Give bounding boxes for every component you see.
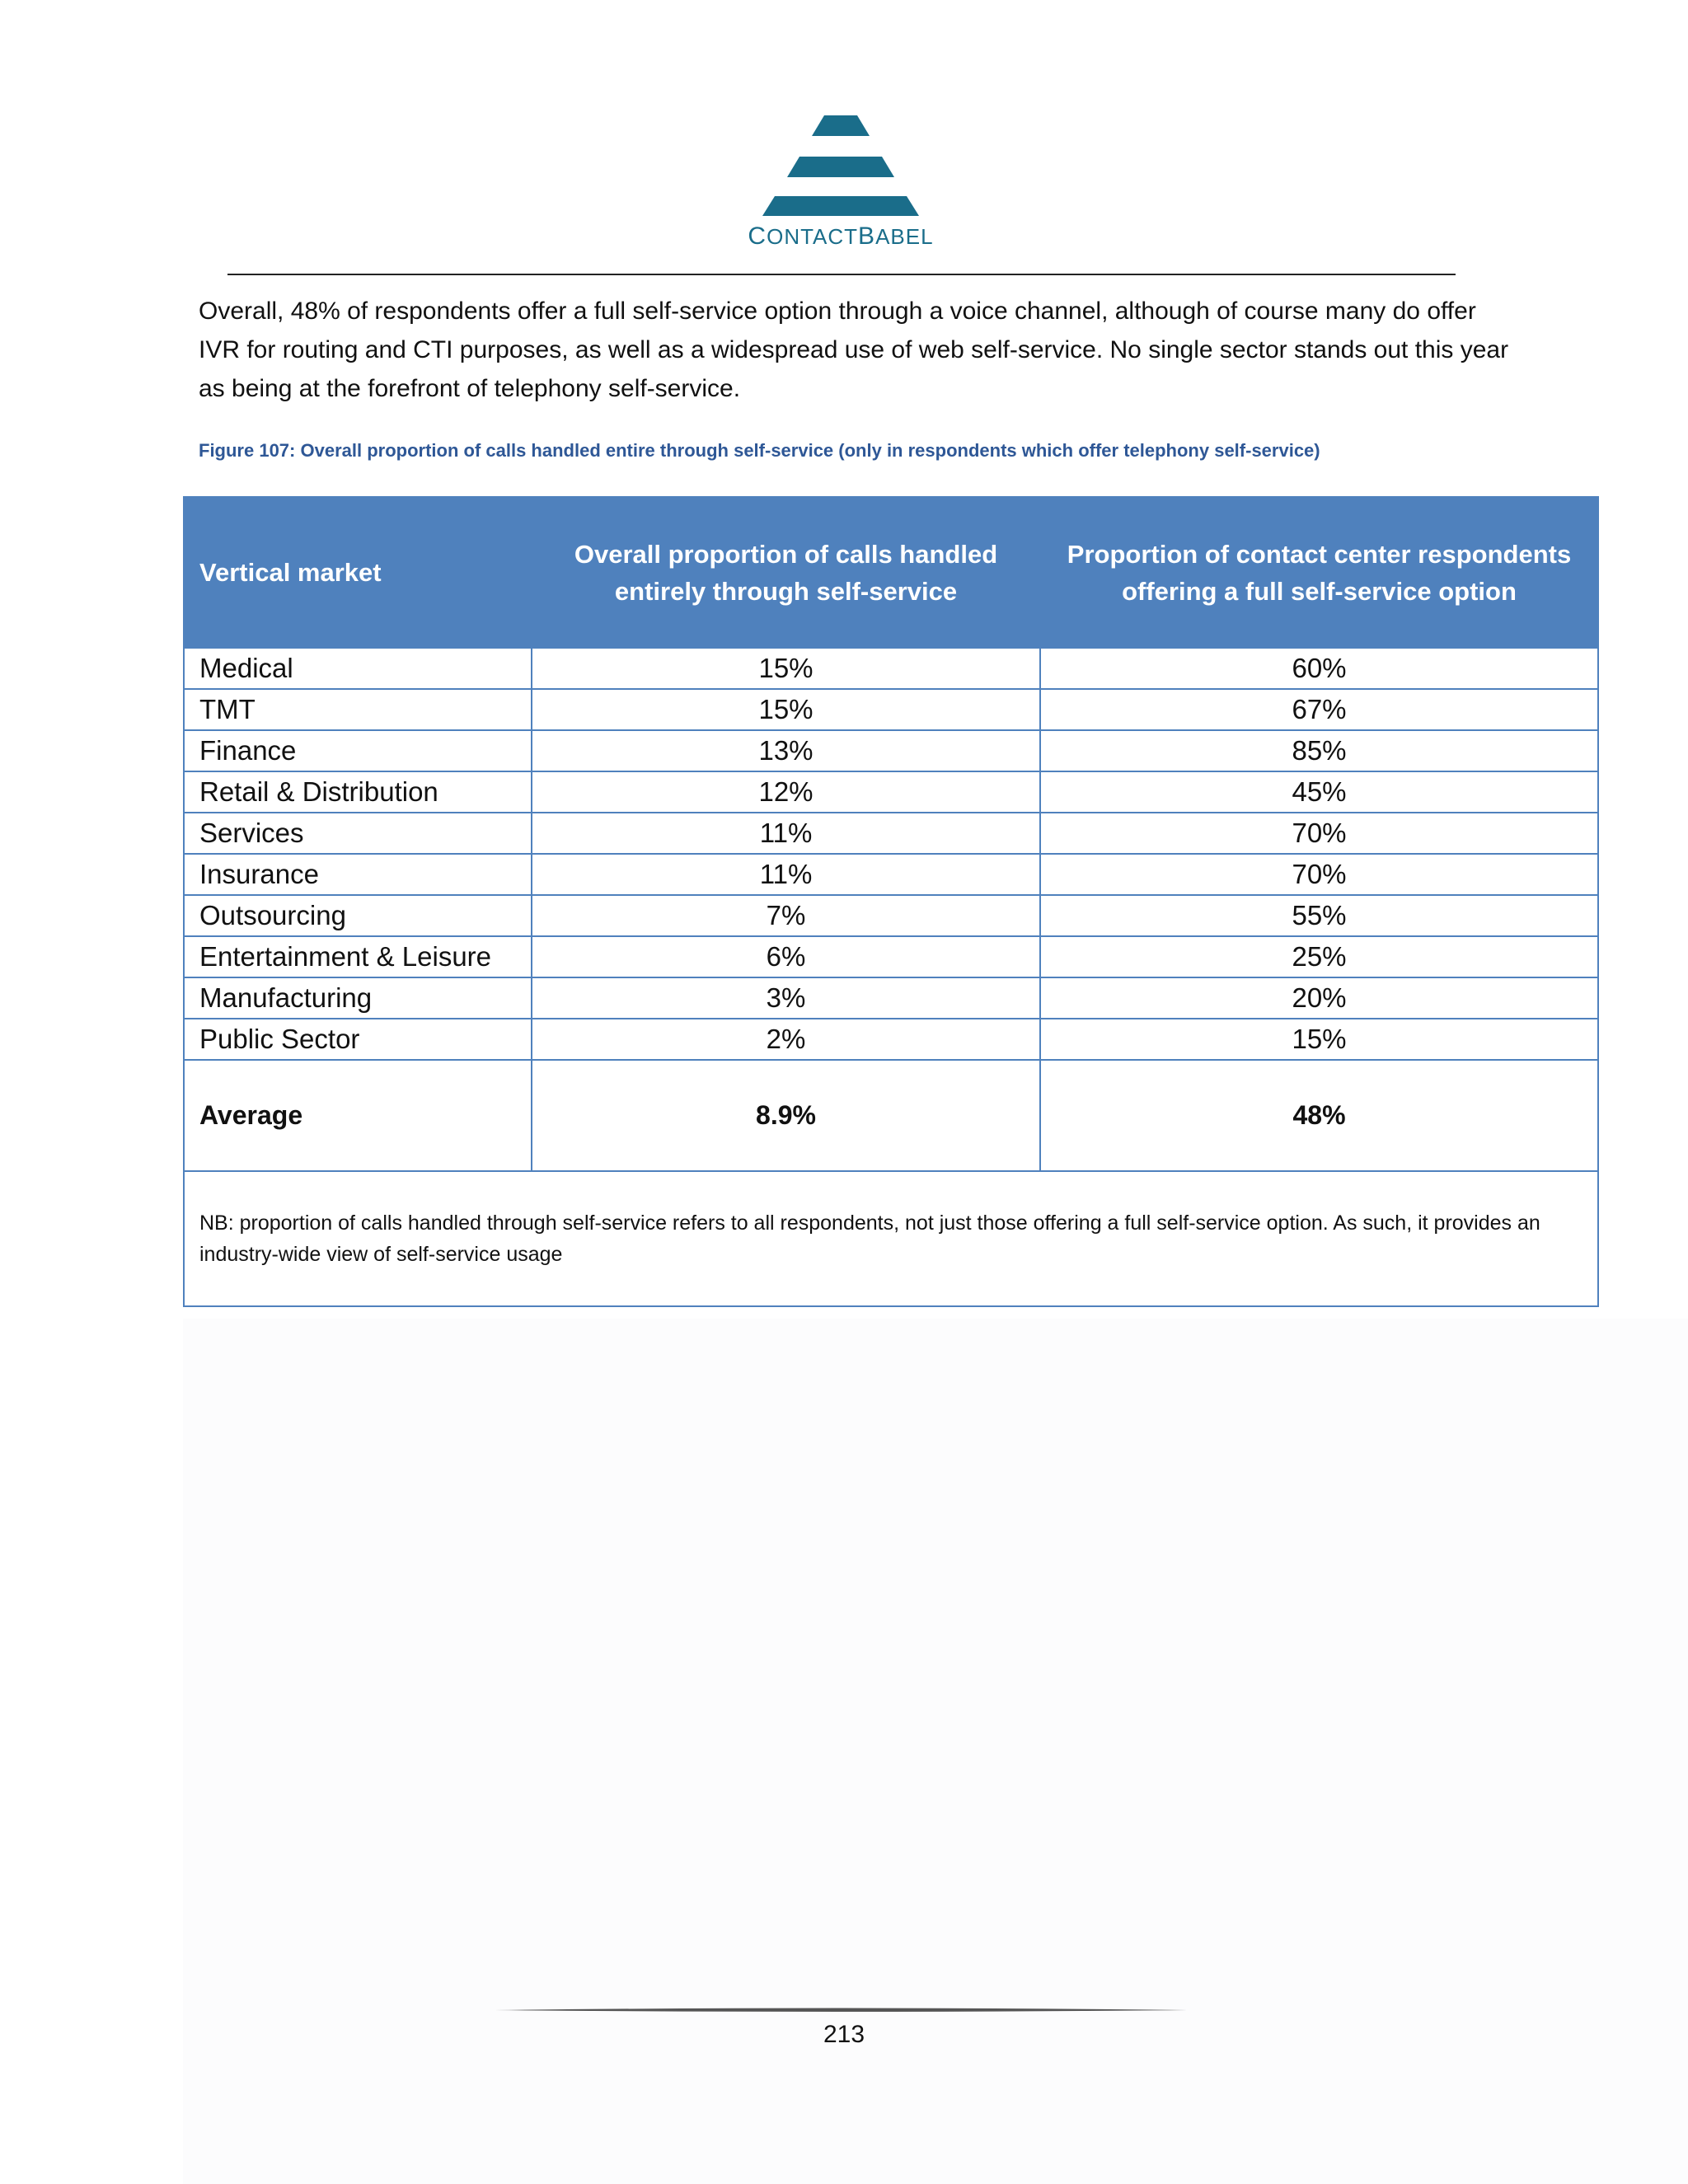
pyramid-icon <box>754 115 927 223</box>
brand-name: CONTACTBABEL <box>748 223 934 250</box>
contactbabel-logo <box>748 115 934 251</box>
table-row <box>184 1019 1598 1060</box>
full-self-service-cell: 85% <box>1040 730 1598 771</box>
calls-self-service-cell: 13% <box>532 730 1040 771</box>
full-self-service-cell: 70% <box>1040 854 1598 895</box>
calls-self-service-cell: 6% <box>532 936 1040 977</box>
calls-self-service-cell: 15% <box>532 689 1040 730</box>
full-self-service-cell: 55% <box>1040 895 1598 936</box>
calls-self-service-cell: 3% <box>532 977 1040 1019</box>
vertical-market-cell: Retail & Distribution <box>184 771 532 813</box>
footer-rule <box>495 2008 1187 2014</box>
calls-self-service-cell: 7% <box>532 895 1040 936</box>
full-self-service-cell: 25% <box>1040 936 1598 977</box>
full-self-service-cell: 67% <box>1040 689 1598 730</box>
table-row <box>184 936 1598 977</box>
vertical-market-cell: Finance <box>184 730 532 771</box>
calls-self-service-cell: 2% <box>532 1019 1040 1060</box>
page-number: 213 <box>823 2021 865 2048</box>
header-rule <box>227 274 1456 275</box>
calls-self-service-cell: 15% <box>532 648 1040 689</box>
table-row <box>184 648 1598 689</box>
table-row <box>184 689 1598 730</box>
note-row <box>184 1171 1598 1306</box>
full-self-service-cell: 45% <box>1040 771 1598 813</box>
vertical-market-cell: Outsourcing <box>184 895 532 936</box>
average-row <box>184 1060 1598 1171</box>
full-self-service-cell: 70% <box>1040 813 1598 854</box>
header-full-self-service: Proportion of contact center respondents offering a full self-service option <box>1040 497 1598 648</box>
vertical-market-cell: Medical <box>184 648 532 689</box>
figure-caption: Figure 107: Overall proportion of calls handled entire through self-service (only in respondents which offer telephony self-service) <box>199 440 1320 461</box>
average-calls-self-service: 8.9% <box>532 1060 1040 1171</box>
header-vertical-market: Vertical market <box>184 497 532 648</box>
average-label: Average <box>184 1060 532 1171</box>
vertical-market-cell: Manufacturing <box>184 977 532 1019</box>
table-row <box>184 771 1598 813</box>
average-full-self-service: 48% <box>1040 1060 1598 1171</box>
vertical-market-cell: Insurance <box>184 854 532 895</box>
table-row <box>184 854 1598 895</box>
table-row <box>184 977 1598 1019</box>
vertical-market-cell: Services <box>184 813 532 854</box>
intro-paragraph: Overall, 48% of respondents offer a full self-service option through a voice channel, although of course many do offer IVR for routing and CTI purposes, as well as a widespread use of web self-service. No single sector stands out this year as being at the forefront of telephony self-service. <box>199 298 1509 402</box>
self-service-table <box>183 496 1599 1307</box>
header-calls-self-service: Overall proportion of calls handled entirely through self-service <box>532 497 1040 648</box>
table-header-row <box>184 497 1598 648</box>
calls-self-service-cell: 11% <box>532 813 1040 854</box>
vertical-market-cell: TMT <box>184 689 532 730</box>
table-row <box>184 813 1598 854</box>
full-self-service-cell: 60% <box>1040 648 1598 689</box>
table-row <box>184 895 1598 936</box>
vertical-market-cell: Entertainment & Leisure <box>184 936 532 977</box>
calls-self-service-cell: 12% <box>532 771 1040 813</box>
full-self-service-cell: 20% <box>1040 977 1598 1019</box>
table-note: NB: proportion of calls handled through self-service refers to all respondents, not just those offering a full self-service option. As such, it provides an industry-wide view of self-service usage <box>184 1171 1598 1306</box>
page-background-tint <box>183 1319 1688 2184</box>
vertical-market-cell: Public Sector <box>184 1019 532 1060</box>
calls-self-service-cell: 11% <box>532 854 1040 895</box>
table-row <box>184 730 1598 771</box>
full-self-service-cell: 15% <box>1040 1019 1598 1060</box>
